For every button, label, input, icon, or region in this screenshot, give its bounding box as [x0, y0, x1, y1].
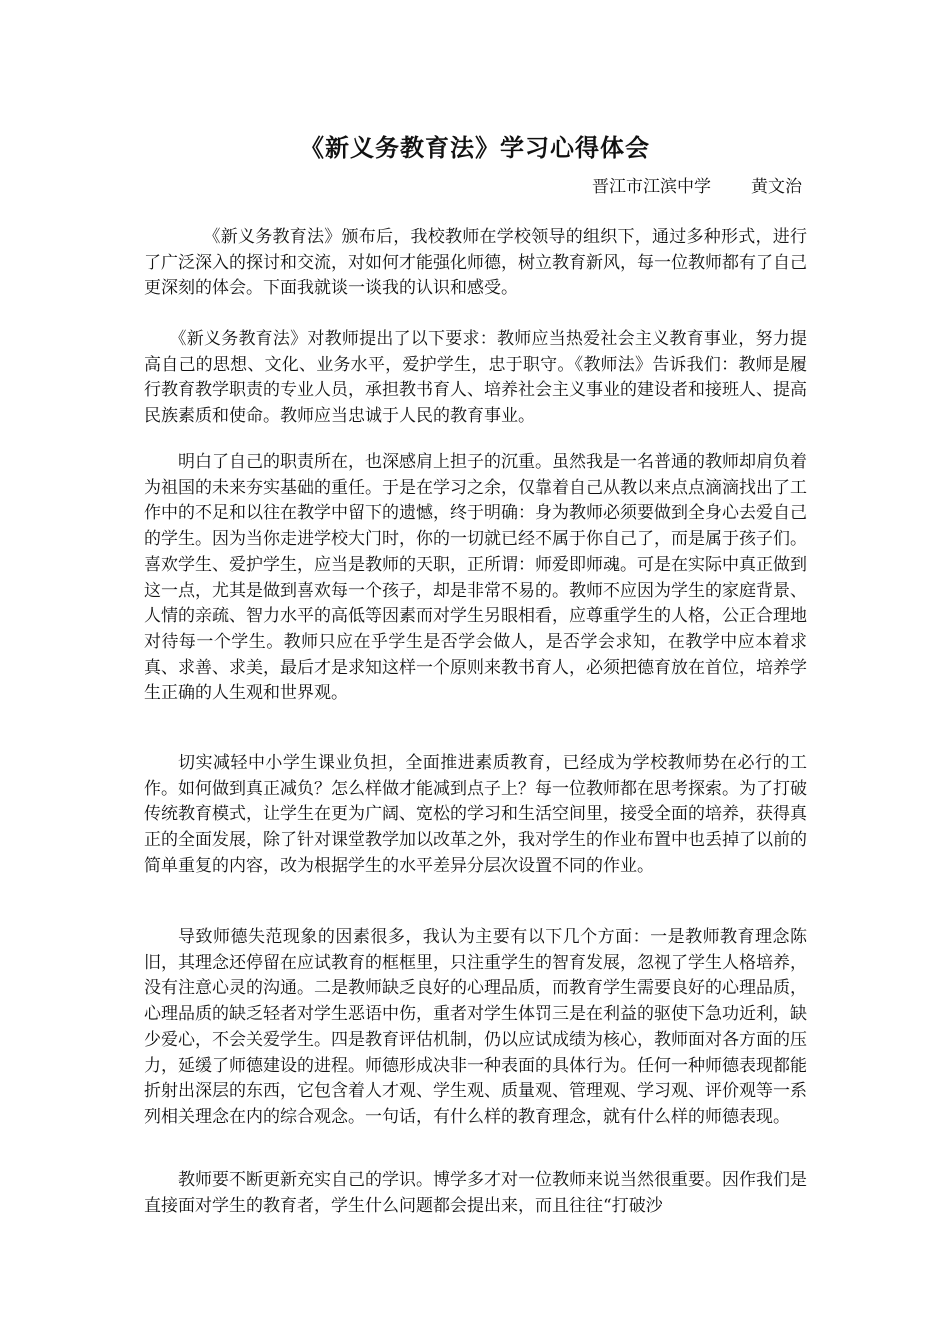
author-name: 黄文治: [751, 177, 802, 197]
paragraph-knowledge: 教师要不断更新充实自己的学识。博学多才对一位教师来说当然很重要。因作我们是直接面对学生的教育者，学生什么问题都会提出来，而且往往“打破沙: [144, 1170, 807, 1216]
paragraph-burden-reduction: 切实减轻中小学生课业负担，全面推进素质教育，已经成为学校教师势在必行的工作。如何做到真正减负？怎么样做才能减到点子上？每一位教师都在思考探索。为了打破传统教育模式，让学生在更为广阔、宽松的学习和生活空间里，接受全面的培养，获得真正的全面发展，除了针对课堂教学加以改革之外，我对学生的作业布置中也丢掉了以前的简单重复的内容，改为根据学生的水平差异分层次设置不同的作业。: [144, 753, 807, 876]
paragraph-requirements: 《新义务教育法》对教师提出了以下要求：教师应当热爱社会主义教育事业，努力提高自己的思想、文化、业务水平，爱护学生，忠于职守。《教师法》告诉我们：教师是履行教育教学职责的专业人员，承担教书育人、培养社会主义事业的建设者和接班人、提高民族素质和使命。教师应当忠诚于人民的教育事业。: [144, 329, 807, 427]
paragraph-responsibility: 明白了自己的职责所在，也深感肩上担子的沉重。虽然我是一名普通的教师却肩负着为祖国的未来夯实基础的重任。于是在学习之余，仅靠着自己从教以来点点滴滴找出了工作中的不足和以往在教学中留下的遗憾，终于明确：身为教师必须要做到全身心去爱自己的学生。因为当你走进学校大门时，你的一切就已经不属于你自己了，而是属于孩子们。喜欢学生、爱护学生，应当是教师的天职，正所谓：师爱即师魂。可是在实际中真正做到这一点，尤其是做到喜欢每一个孩子，却是非常不易的。教师不应因为学生的家庭背景、人情的亲疏、智力水平的高低等因素而对学生另眼相看，应尊重学生的人格，公正合理地对待每一个学生。教师只应在乎学生是否学会做人，是否学会求知，在教学中应本着求真、求善、求美，最后才是求知这样一个原则来教书育人，必须把德育放在首位，培养学生正确的人生观和世界观。: [144, 452, 807, 704]
byline: [592, 174, 802, 200]
document-title: 《新义务教育法》学习心得体会: [300, 134, 650, 162]
paragraph-ethics-factors: 导致师德失范现象的因素很多，我认为主要有以下几个方面：一是教师教育理念陈旧，其理念还停留在应试教育的框框里，只注重学生的智育发展，忽视了学生人格培养，没有注意心灵的沟通。二是教师缺乏良好的心理品质，而教育学生需要良好的心理品质，心理品质的缺乏轻者对学生恶语中伤，重者对学生体罚三是在利益的驱使下急功近利，缺少爱心，不会关爱学生。四是教育评估机制，仍以应试成绩为核心，教师面对各方面的压力，延缓了师德建设的进程。师德形成决非一种表面的具体行为。任何一种师德表现都能折射出深层的东西，它包含着人才观、学生观、质量观、管理观、学习观、评价观等一系列相关理念在内的综合观念。一句话，有什么样的教育理念，就有什么样的师德表现。: [144, 927, 807, 1127]
paragraph-intro: 《新义务教育法》颁布后，我校教师在学校领导的组织下，通过多种形式，进行了广泛深入的探讨和交流，对如何才能强化师德，树立教育新风，每一位教师都有了自己更深刻的体会。下面我就谈一谈我的认识和感受。: [144, 227, 807, 299]
school-name: 晋江市江滨中学: [592, 177, 711, 197]
